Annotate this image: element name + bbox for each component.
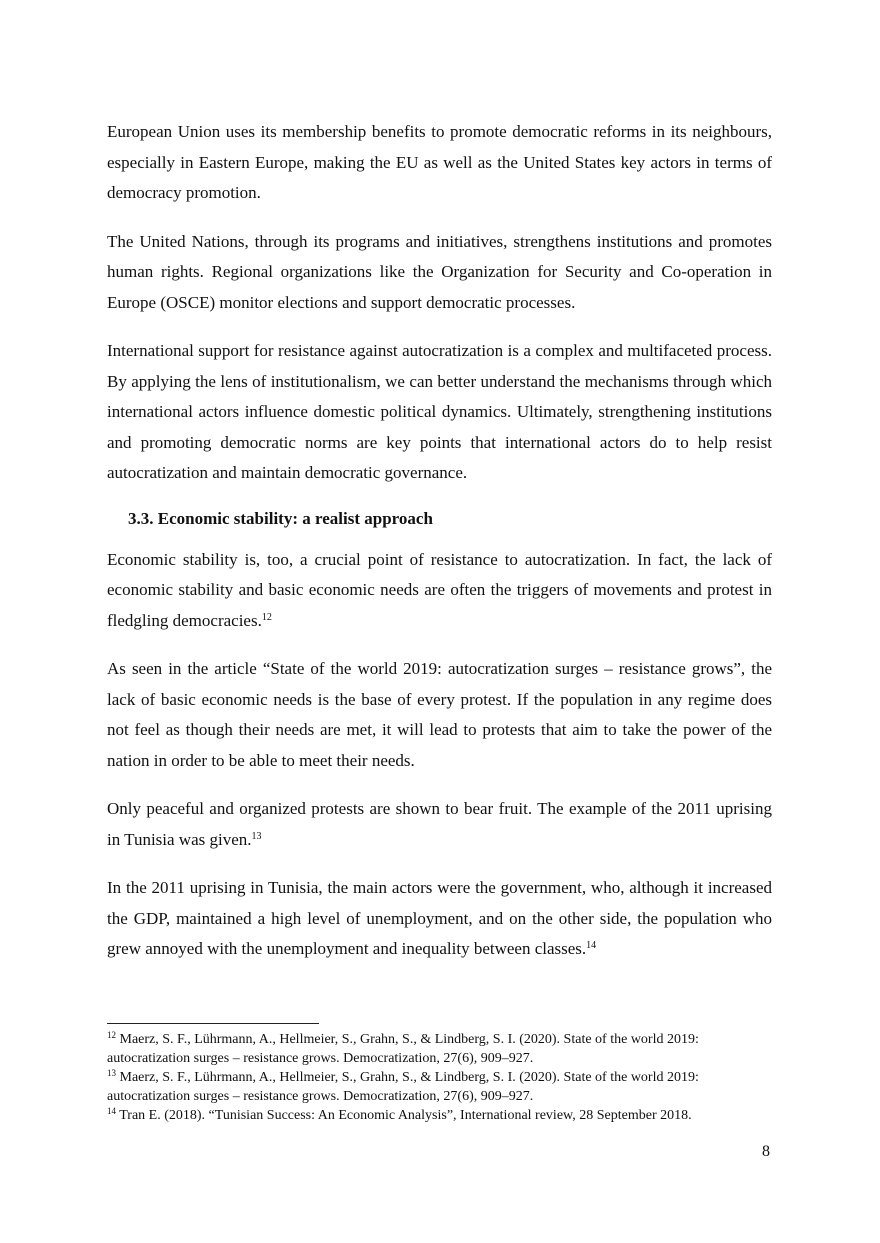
footnote-text: Maerz, S. F., Lührmann, A., Hellmeier, S., Grahn, S., & Lindberg, S. I. (2020). State of the world 2019: autocratization surges – resistance grows. Democratization, 27(6), 909–927. [107,1032,699,1066]
paragraph-state-of-world: As seen in the article “State of the world 2019: autocratization surges – resistance grows”, the lack of basic economic needs is the base of every protest. If the population in any regime does not feel as though their needs are met, it will lead to protests that aim to take the power of the nation in order to be able to meet their needs. [107,659,772,770]
section-heading: 3.3. Economic stability: a realist approach [128,508,433,528]
footnote-number: 12 [107,1030,116,1040]
paragraph-text: Only peaceful and organized protests are shown to bear fruit. The example of the 2011 uprising in Tunisia was given. [107,799,772,849]
paragraph-un-role: The United Nations, through its programs and initiatives, strengthens institutions and promotes human rights. Regional organizations like the Organization for Security and Co-operation in Europe (OSCE) monitor elections and support democratic processes. [107,231,772,312]
paragraph-text: In the 2011 uprising in Tunisia, the main actors were the government, who, although it increased the GDP, maintained a high level of unemployment, and on the other side, the population who grew annoyed with the unemployment and inequality between classes. [107,878,772,958]
footnotes [107,1030,772,1125]
footnote-text: Maerz, S. F., Lührmann, A., Hellmeier, S., Grahn, S., & Lindberg, S. I. (2020). State of the world 2019: autocratization surges – resistance grows. Democratization, 27(6), 909–927. [107,1070,699,1104]
paragraph-text: Economic stability is, too, a crucial point of resistance to autocratization. In fact, the lack of economic stability and basic economic needs are often the triggers of movements and protest in fledgling democracies. [107,549,772,630]
paragraph-tunisia-uprising [107,873,772,965]
footnote-text: Tran E. (2018). “Tunisian Success: An Economic Analysis”, International review, 28 September 2018. [119,1108,692,1123]
footnote-separator [107,1023,319,1024]
page-number: 8 [762,1143,770,1160]
footnote-number: 14 [107,1106,116,1116]
page-body [107,117,772,983]
paragraph-eu-promotion: European Union uses its membership benefits to promote democratic reforms in its neighbours, especially in Eastern Europe, making the EU as well as the United States key actors in terms of democracy promotion. [107,122,772,202]
footnote-number: 13 [107,1068,116,1078]
footnote-12 [107,1030,772,1068]
footnote-reference[interactable]: 14 [586,940,597,951]
paragraph-peaceful-protests [107,794,772,855]
footnote-reference[interactable]: 12 [261,611,272,623]
footnote-reference[interactable]: 13 [251,830,262,842]
paragraph-economic-stability [107,545,772,637]
footnote-13 [107,1068,772,1106]
paragraph-international-support: International support for resistance against autocratization is a complex and multifaceted process. By applying the lens of institutionalism, we can better understand the mechanisms through which international actors influence domestic political dynamics. Ultimately, strengthening institutions and promoting democratic norms are key points that international actors do to help resist autocratization and maintain democratic governance. [107,341,772,482]
footnote-14 [107,1106,772,1125]
